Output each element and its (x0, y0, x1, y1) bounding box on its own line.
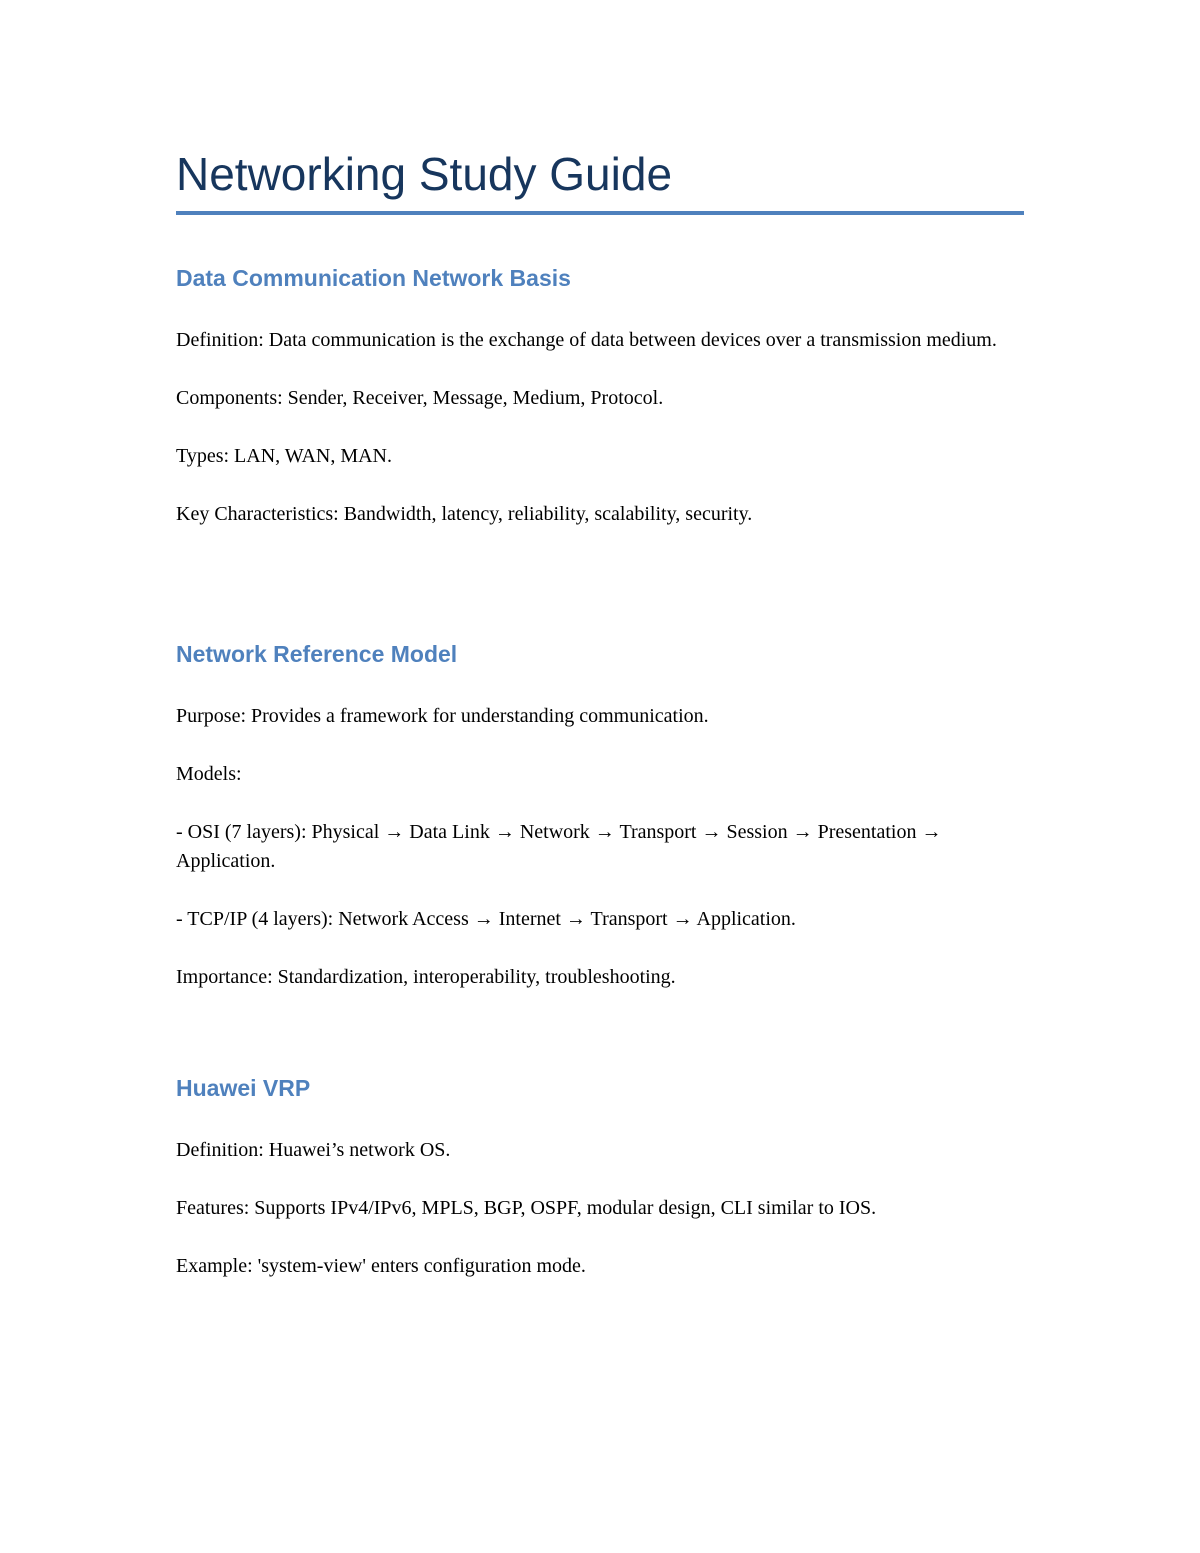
tcpip-model-paragraph: - TCP/IP (4 layers): Network Access → Internet → Transport → Application. (176, 908, 796, 930)
section-heading: Data Communication Network Basis (176, 265, 571, 291)
section-network-reference-model (176, 639, 1024, 992)
features-paragraph: Features: Supports IPv4/IPv6, MPLS, BGP, OSPF, modular design, CLI similar to IOS. (176, 1197, 877, 1219)
types-paragraph: Types: LAN, WAN, MAN. (176, 445, 392, 467)
models-paragraph: Models: (176, 763, 242, 785)
characteristics-paragraph: Key Characteristics: Bandwidth, latency, reliability, scalability, security. (176, 503, 753, 525)
section-heading: Huawei VRP (176, 1075, 311, 1101)
section-heading: Network Reference Model (176, 641, 458, 667)
purpose-paragraph: Purpose: Provides a framework for understanding communication. (176, 705, 709, 727)
section-data-communication (176, 263, 1024, 529)
importance-paragraph: Importance: Standardization, interoperability, troubleshooting. (176, 966, 676, 988)
section-huawei-vrp (176, 1073, 1024, 1281)
definition-paragraph: Definition: Data communication is the exchange of data between devices over a transmission medium. (176, 329, 997, 351)
components-paragraph: Components: Sender, Receiver, Message, Medium, Protocol. (176, 387, 664, 409)
title-underline (176, 211, 1024, 215)
osi-model-paragraph: - OSI (7 layers): Physical → Data Link → Network → Transport → Session → Presentation → Application. (176, 821, 942, 872)
example-paragraph: Example: 'system-view' enters configuration mode. (176, 1255, 586, 1277)
document-content (176, 140, 1024, 1277)
document-title: Networking Study Guide (176, 148, 673, 200)
definition-paragraph: Definition: Huawei’s network OS. (176, 1139, 451, 1161)
